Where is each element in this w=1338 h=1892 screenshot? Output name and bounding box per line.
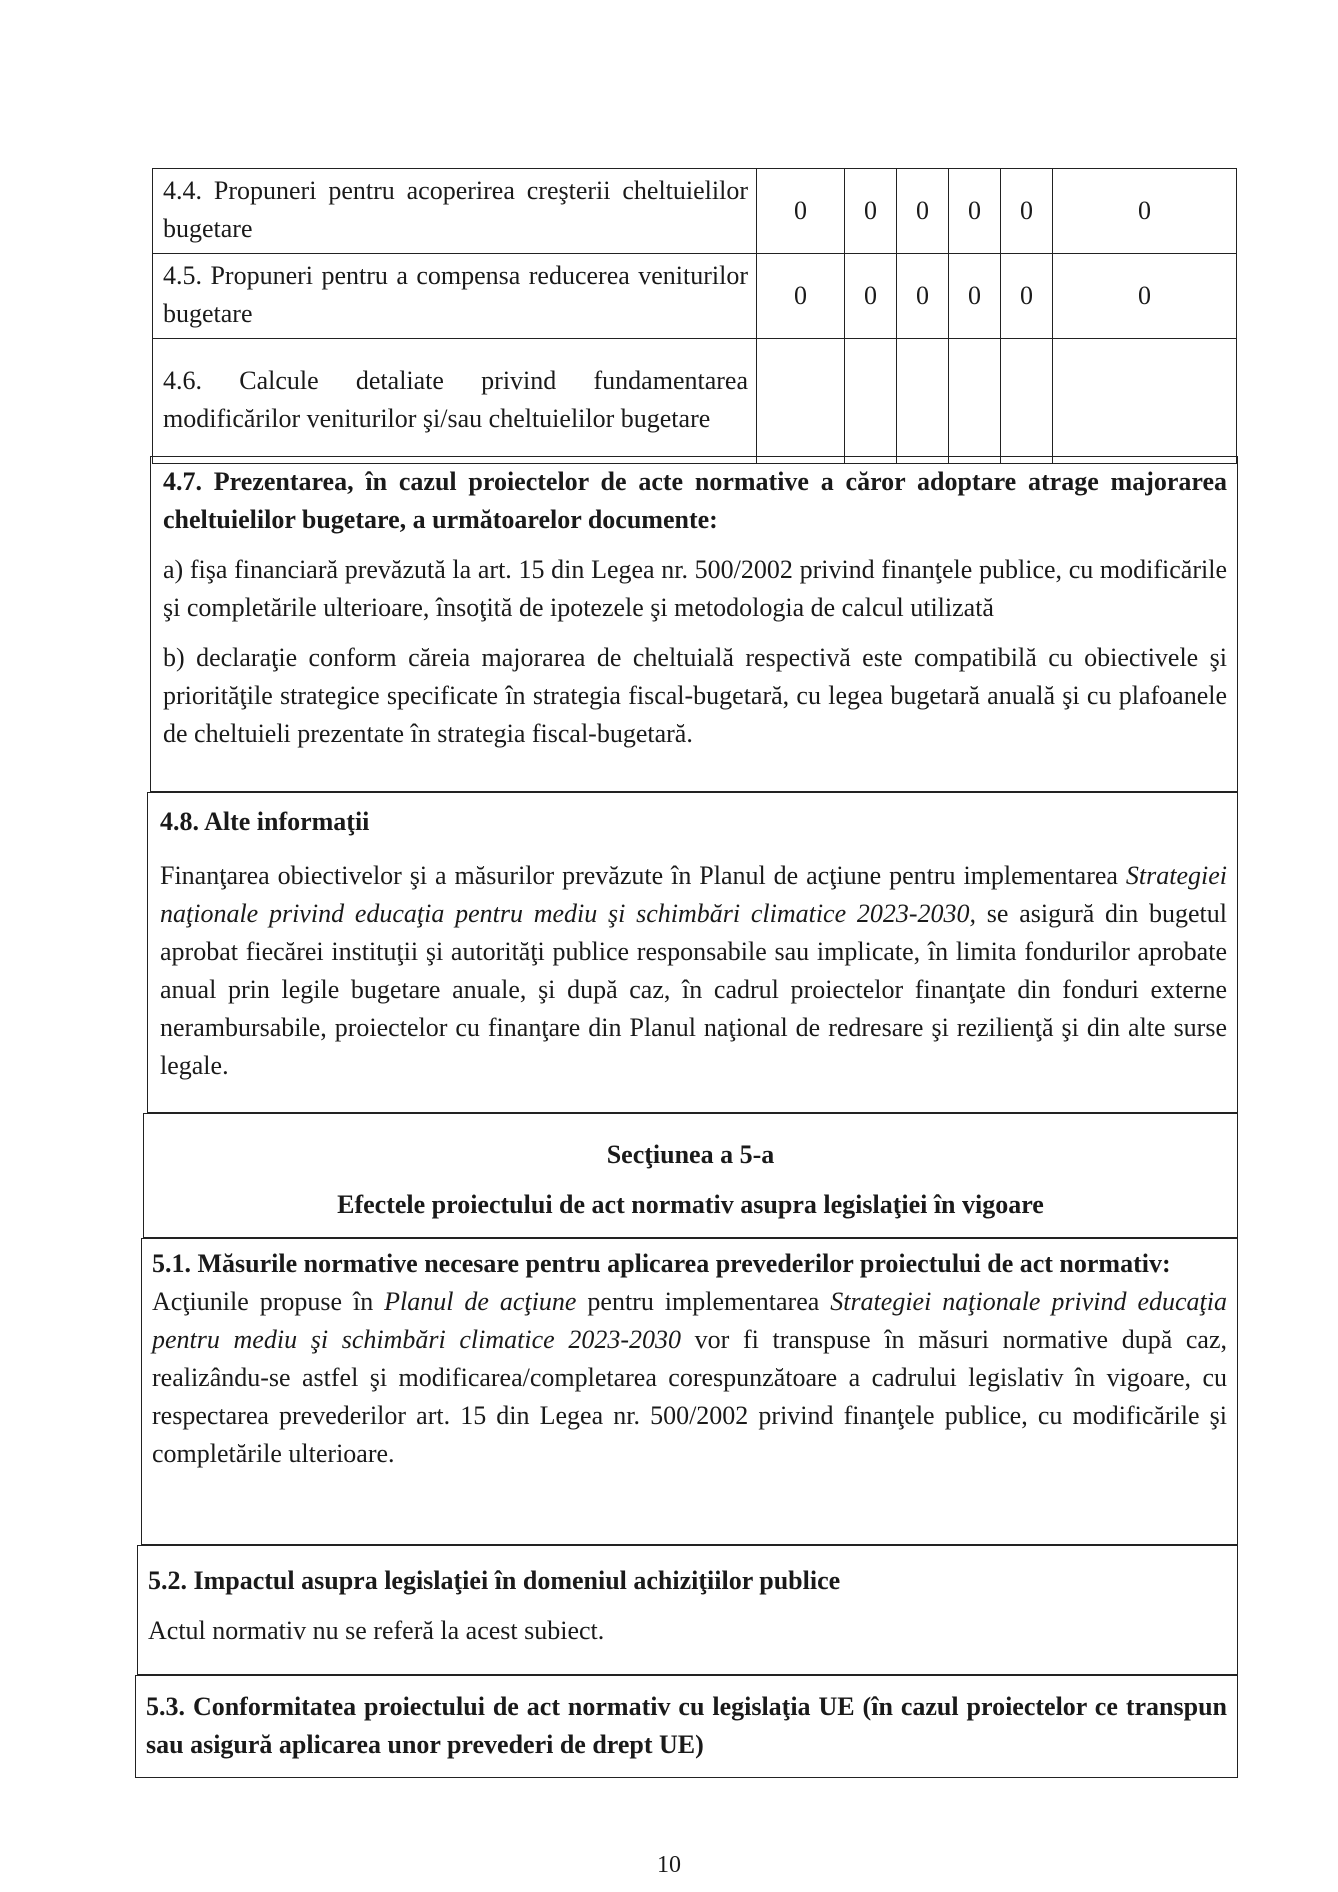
section-4-8 [147,792,1238,1113]
section-heading: 5.1. Măsurile normative necesare pentru aplicarea prevederilor proiectului de act normativ: [152,1249,1171,1278]
table-row [153,169,1237,254]
value-cell: 0 [897,254,949,339]
value-cell: 0 [845,254,897,339]
text-span: vor fi transpuse în măsuri normative după caz, realizându-se astfel şi modificarea/completarea corespunzătoare a cadrului legislativ în vigoare, cu respectarea prevederilor art. 15 din Legea nr. 500/2002 privind finanţele publice, cu modificările şi completările ulterioare. [152,1325,1228,1468]
budget-table [152,168,1237,464]
value-cell [949,339,1001,464]
text-span: Finanţarea obiectivelor şi a măsurilor prevăzute în Planul de acţiune pentru implementarea [160,861,1118,890]
table-row [153,254,1237,339]
table-row [153,339,1237,464]
page-number: 10 [657,1852,681,1878]
section-text: Actul normativ nu se referă la acest subiect. [148,1616,605,1645]
value-cell [897,339,949,464]
value-cell: 0 [949,169,1001,254]
section-heading: 5.3. Conformitatea proiectului de act normativ cu legislaţia UE (în cazul proiectelor ce transpun sau asigură aplicarea unor prevederi de drept UE) [146,1692,1227,1759]
section-title: Secţiunea a 5-a [606,1140,775,1169]
value-cell: 0 [1001,169,1053,254]
value-cell: 0 [1053,169,1237,254]
list-item: a) fişa financiară prevăzută la art. 15 din Legea nr. 500/2002 privind finanţele publice, cu modificările şi completările ulterioare, însoţită de ipotezele şi metodologia de calcul utilizată [163,555,1227,622]
value-cell: 0 [845,169,897,254]
section-heading: 4.7. Prezentarea, în cazul proiectelor de acte normative a căror adoptare atrage majorarea cheltuielilor bugetare, a următoarelor documente: [163,467,1227,534]
row-label: 4.4. Propuneri pentru acoperirea creşterii cheltuielilor bugetare [153,169,757,254]
value-cell [1053,339,1237,464]
value-cell: 0 [1053,254,1237,339]
value-cell: 0 [1001,254,1053,339]
italic-text: Strategiei naţionale privind educaţia pentru mediu şi schimbări climatice 2023-2030 [152,1287,1228,1354]
section-5-3 [135,1675,1238,1778]
row-label: 4.6. Calcule detaliate privind fundamentarea modificărilor veniturilor şi/sau cheltuielilor bugetare [153,339,757,464]
value-cell: 0 [757,169,845,254]
text-span: Acţiunile propuse în [152,1287,385,1316]
section-text [160,857,1227,1085]
section-heading: 5.2. Impactul asupra legislaţiei în domeniul achiziţiilor publice [148,1566,841,1595]
section-5-1 [141,1238,1238,1545]
section-5-header [143,1113,1238,1238]
value-cell: 0 [949,254,1001,339]
section-text [152,1283,1227,1473]
text-span: se asigură din bugetul aprobat fiecărei instituţii şi autorităţi publice responsabile sau implicate, în limita fondurilor aprobate anual prin legile bugetare anuale, şi după caz, în cadrul proiectelor finanţate din fonduri externe nerambursabile, proiectelor cu finanţare din Planul naţional de redresare şi rezilienţă şi din alte surse legale. [160,899,1227,1080]
section-5-2 [137,1545,1238,1675]
text-span: pentru implementarea [576,1287,831,1316]
value-cell [757,339,845,464]
section-heading: 4.8. Alte informaţii [160,807,370,836]
value-cell: 0 [897,169,949,254]
italic-text: Strategiei naţionale privind educaţia pentru mediu şi schimbări climatice 2023-2030, [160,861,1227,928]
section-subtitle: Efectele proiectului de act normativ asupra legislaţiei în vigoare [337,1190,1044,1219]
value-cell: 0 [757,254,845,339]
row-label: 4.5. Propuneri pentru a compensa reducerea veniturilor bugetare [153,254,757,339]
value-cell [1001,339,1053,464]
italic-text: Planul de acţiune [384,1287,577,1316]
value-cell [845,339,897,464]
list-item: b) declaraţie conform căreia majorarea de cheltuială respectivă este compatibilă cu obiectivele şi priorităţile strategice specificate în strategia fiscal-bugetară, cu legea bugetară anuală şi cu plafoanele de cheltuieli prezentate în strategia fiscal-bugetară. [163,643,1227,748]
section-4-7 [150,456,1238,792]
